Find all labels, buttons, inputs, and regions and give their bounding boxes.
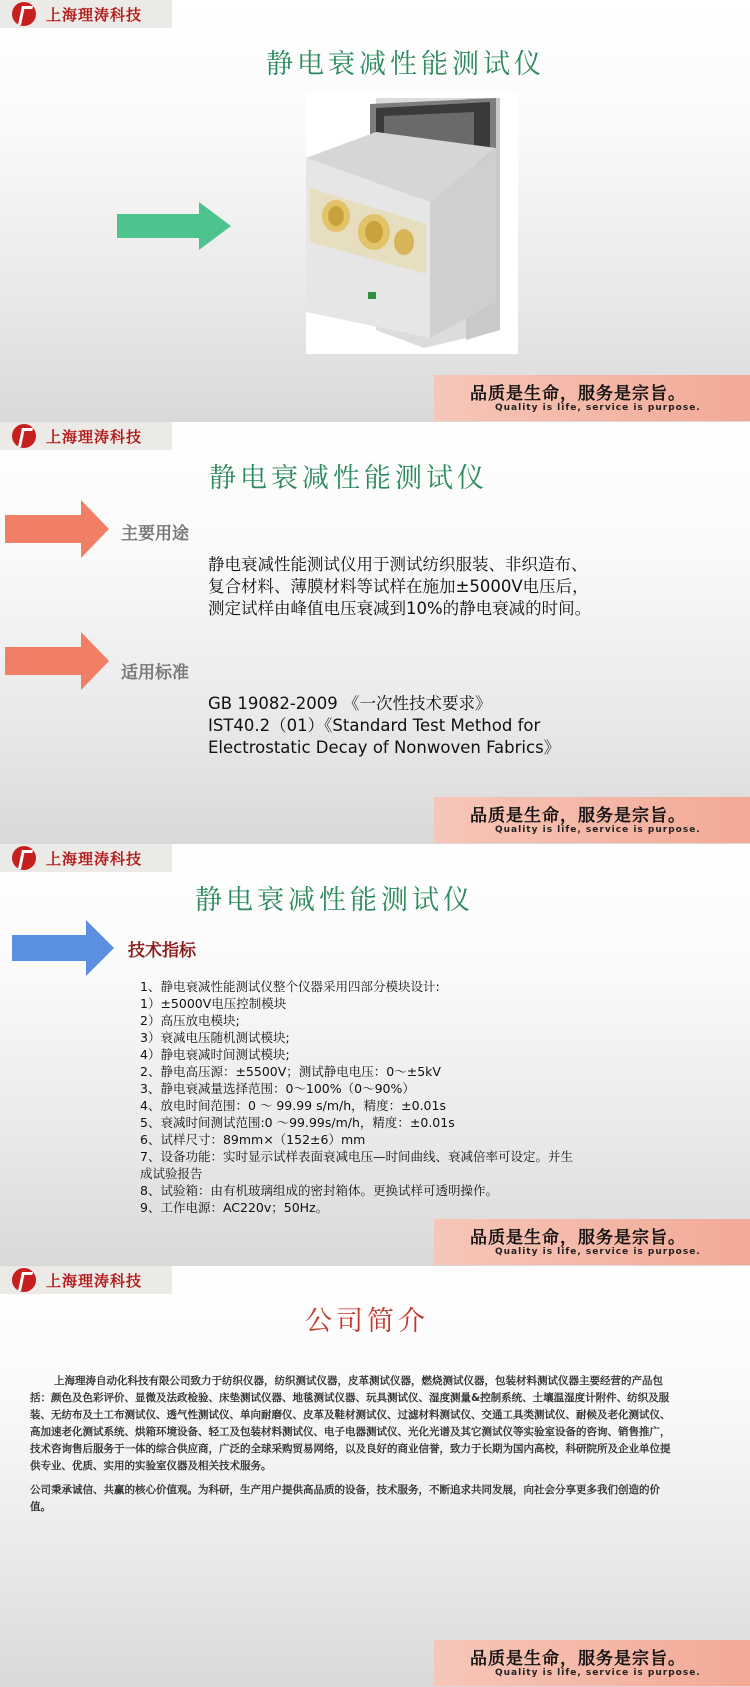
company-logo — [0, 422, 172, 450]
spec-item: 4、放电时间范围：0 ～ 99.99 s/m/h，精度：±0.01s — [140, 1098, 446, 1113]
usage-line: 静电衰减性能测试仪用于测试纺织服装、非织造布、 — [208, 555, 588, 574]
company-values-paragraph: 公司秉承诚信、共赢的核心价值观。为科研，生产用户提供高品质的设备，技术服务，不断追求共同发展，向社会分享更多我们创造的价值。 — [30, 1484, 660, 1513]
spec-item: 1）±5000V电压控制模块 — [140, 996, 287, 1011]
standard-line: GB 19082-2009 《一次性技术要求》 — [208, 694, 492, 713]
spec-item: 7、设备功能：实时显示试样表面衰减电压—时间曲线、衰减倍率可设定。并生 — [140, 1149, 573, 1164]
logo-text: 上海理涛科技 — [46, 849, 143, 868]
logo-mark-icon — [12, 846, 36, 870]
logo-mark-icon — [12, 2, 36, 26]
tagline-main: 品质是生命，服务是宗旨。 — [470, 1649, 686, 1669]
spec-item: 5、衰减时间测试范围:0 ～99.99s/m/h，精度：±0.01s — [140, 1115, 455, 1130]
spec-item: 9、工作电源：AC220v；50Hz。 — [140, 1200, 329, 1215]
specs-list — [140, 978, 573, 1216]
usage-line: 测定试样由峰值电压衰减到10%的静电衰减的时间。 — [208, 599, 592, 618]
spec-item: 2、静电高压源：±5500V；测试静电电压：0～±5kV — [140, 1064, 441, 1079]
slide-company-intro — [0, 1266, 750, 1687]
section-heading-standards: 适用标准 — [121, 663, 189, 683]
tagline-sub: Quality is life, service is purpose. — [495, 1247, 701, 1257]
arrow-right-icon — [117, 202, 231, 250]
company-logo — [0, 844, 172, 872]
arrow-right-icon — [5, 500, 109, 558]
spec-item: 3、静电衰减量选择范围：0～100%（0～90%） — [140, 1081, 415, 1096]
arrow-right-icon — [5, 632, 109, 690]
usage-line: 复合材料、薄膜材料等试样在施加±5000V电压后， — [208, 577, 589, 596]
spec-item: 8、试验箱：由有机玻璃组成的密封箱体。更换试样可透明操作。 — [140, 1183, 498, 1198]
logo-mark-icon — [12, 1268, 36, 1292]
company-intro-paragraph: 上海理涛自动化科技有限公司致力于纺织仪器，纺织测试仪器，皮革测试仪器，燃烧测试仪器，包装材料测试仪器主要经营的产品包括：颜色及色彩评价、显微及法政检验、床垫测试仪器、地毯测试仪器、玩具测试仪、湿度测量&控制系统、土壤温湿度计附件、纺织及服装、无纺布及土工布测试仪、透气性测试仪、单向耐磨仪、皮革及鞋材测试仪、过滤材料测试仪、交通工具类测试仪、耐候及老化测试仪、高加速老化测试系统、烘箱环境设备、轻工及包装材料测试仪、电子电器测试仪、光化光谱及其它测试仪等实验室设备的咨询、销售推广，技术咨询售后服务于一体的综合供应商，广泛的全球采购贸易网络，以及良好的商业信誉，致力于长期为国内高校，科研院所及企业单位提供专业、优质、实用的实验室仪器及相关技术服务。 — [30, 1375, 671, 1472]
page-title: 静电衰减性能测试仪 — [209, 463, 488, 494]
tagline-main: 品质是生命，服务是宗旨。 — [470, 384, 686, 404]
company-logo — [0, 1266, 172, 1294]
spec-item: 成试验报告 — [140, 1166, 203, 1181]
tagline-sub: Quality is life, service is purpose. — [495, 1668, 701, 1678]
tagline-sub: Quality is life, service is purpose. — [495, 825, 701, 835]
tagline-banner — [434, 1219, 750, 1265]
section-heading-usage: 主要用途 — [121, 524, 189, 544]
standard-line: Electrostatic Decay of Nonwoven Fabrics》 — [208, 738, 561, 757]
standards-text — [208, 693, 560, 759]
page-title: 静电衰减性能测试仪 — [266, 49, 545, 80]
product-image — [306, 92, 518, 354]
tagline-banner — [434, 1640, 750, 1686]
page-title: 公司简介 — [305, 1306, 429, 1337]
section-heading-specs: 技术指标 — [128, 941, 196, 961]
tagline-sub: Quality is life, service is purpose. — [495, 403, 701, 413]
arrow-right-icon — [12, 920, 114, 976]
page-title: 静电衰减性能测试仪 — [195, 885, 474, 916]
logo-text: 上海理涛科技 — [46, 1271, 143, 1290]
company-logo — [0, 0, 172, 28]
spec-item: 4）静电衰减时间测试模块; — [140, 1047, 290, 1062]
logo-text: 上海理涛科技 — [46, 5, 143, 24]
slide-product-overview — [0, 0, 750, 422]
spec-item: 2）高压放电模块; — [140, 1013, 240, 1028]
tagline-banner — [434, 375, 750, 421]
slide-tech-specs — [0, 844, 750, 1266]
spec-item: 6、试样尺寸：89mm×（152±6）mm — [140, 1132, 366, 1147]
spec-item: 3）衰减电压随机测试模块; — [140, 1030, 290, 1045]
tagline-main: 品质是生命，服务是宗旨。 — [470, 806, 686, 826]
tagline-banner — [434, 797, 750, 843]
tagline-main: 品质是生命，服务是宗旨。 — [470, 1228, 686, 1248]
spec-item: 1、静电衰减性能测试仪整个仪器采用四部分模块设计: — [140, 979, 440, 994]
logo-text: 上海理涛科技 — [46, 427, 143, 446]
standard-line: IST40.2（01）《Standard Test Method for — [208, 716, 541, 735]
slide-usage-standards — [0, 422, 750, 844]
usage-text — [208, 554, 591, 620]
logo-mark-icon — [12, 424, 36, 448]
